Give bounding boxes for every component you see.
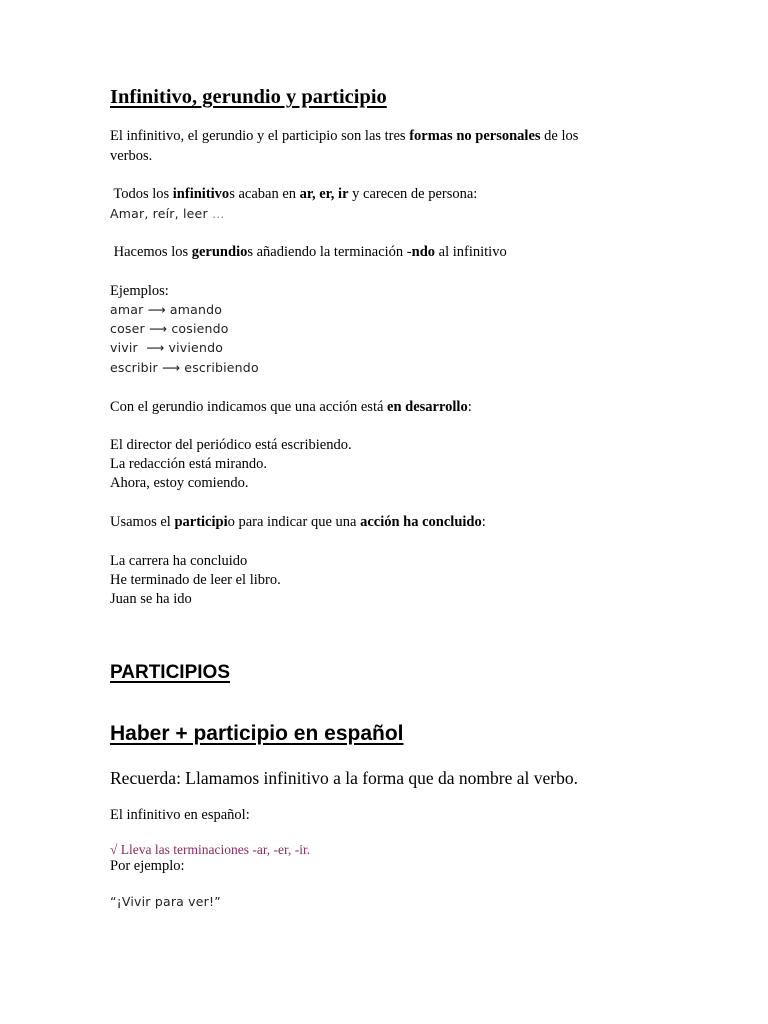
intro-paragraph-line2: verbos. xyxy=(110,148,153,164)
ejemplo-item: escribir ⟶ escribiendo xyxy=(110,360,259,375)
ejemplos-label: Ejemplos: xyxy=(110,283,169,299)
gerundios-paragraph: Hacemos los gerundios añadiendo la terminación -ndo al infinitivo xyxy=(110,244,507,260)
heading-haber-participio: Haber + participio en español xyxy=(110,722,404,745)
terminaciones-line: √ Lleva las terminaciones -ar, -er, -ir. xyxy=(110,842,311,857)
cita-ejemplo: “¡Vivir para ver!” xyxy=(110,894,221,909)
ejemplo-item: amar ⟶ amando xyxy=(110,302,223,317)
desarrollo-example: La redacción está mirando. xyxy=(110,456,268,472)
recuerda-paragraph: Recuerda: Llamamos infinitivo a la forma que da nombre al verbo. xyxy=(110,768,578,788)
desarrollo-paragraph: Con el gerundio indicamos que una acción está en desarrollo: xyxy=(110,399,472,415)
participio-example: He terminado de leer el libro. xyxy=(110,572,281,588)
ejemplo-item: vivir ⟶ viviendo xyxy=(110,340,224,355)
por-ejemplo-label: Por ejemplo: xyxy=(110,858,185,874)
ejemplo-item: coser ⟶ cosiendo xyxy=(110,321,229,336)
desarrollo-example: Ahora, estoy comiendo. xyxy=(110,475,249,491)
participio-paragraph: Usamos el participio para indicar que una acción ha concluido: xyxy=(110,514,486,530)
heading-participios: PARTICIPIOS xyxy=(110,662,230,683)
participio-example: La carrera ha concluido xyxy=(110,553,248,569)
intro-paragraph-line1: El infinitivo, el gerundio y el participio son las tres formas no personales de los xyxy=(110,128,579,144)
infinitivo-espanol-label: El infinitivo en español: xyxy=(110,807,250,823)
infinitivos-examples: Amar, reír, leer … xyxy=(110,206,225,221)
page-title: Infinitivo, gerundio y participio xyxy=(110,86,387,108)
participio-example: Juan se ha ido xyxy=(110,591,192,607)
infinitivos-paragraph: Todos los infinitivos acaban en ar, er, ir y carecen de persona: xyxy=(110,186,478,202)
desarrollo-example: El director del periódico está escribiendo. xyxy=(110,437,352,453)
